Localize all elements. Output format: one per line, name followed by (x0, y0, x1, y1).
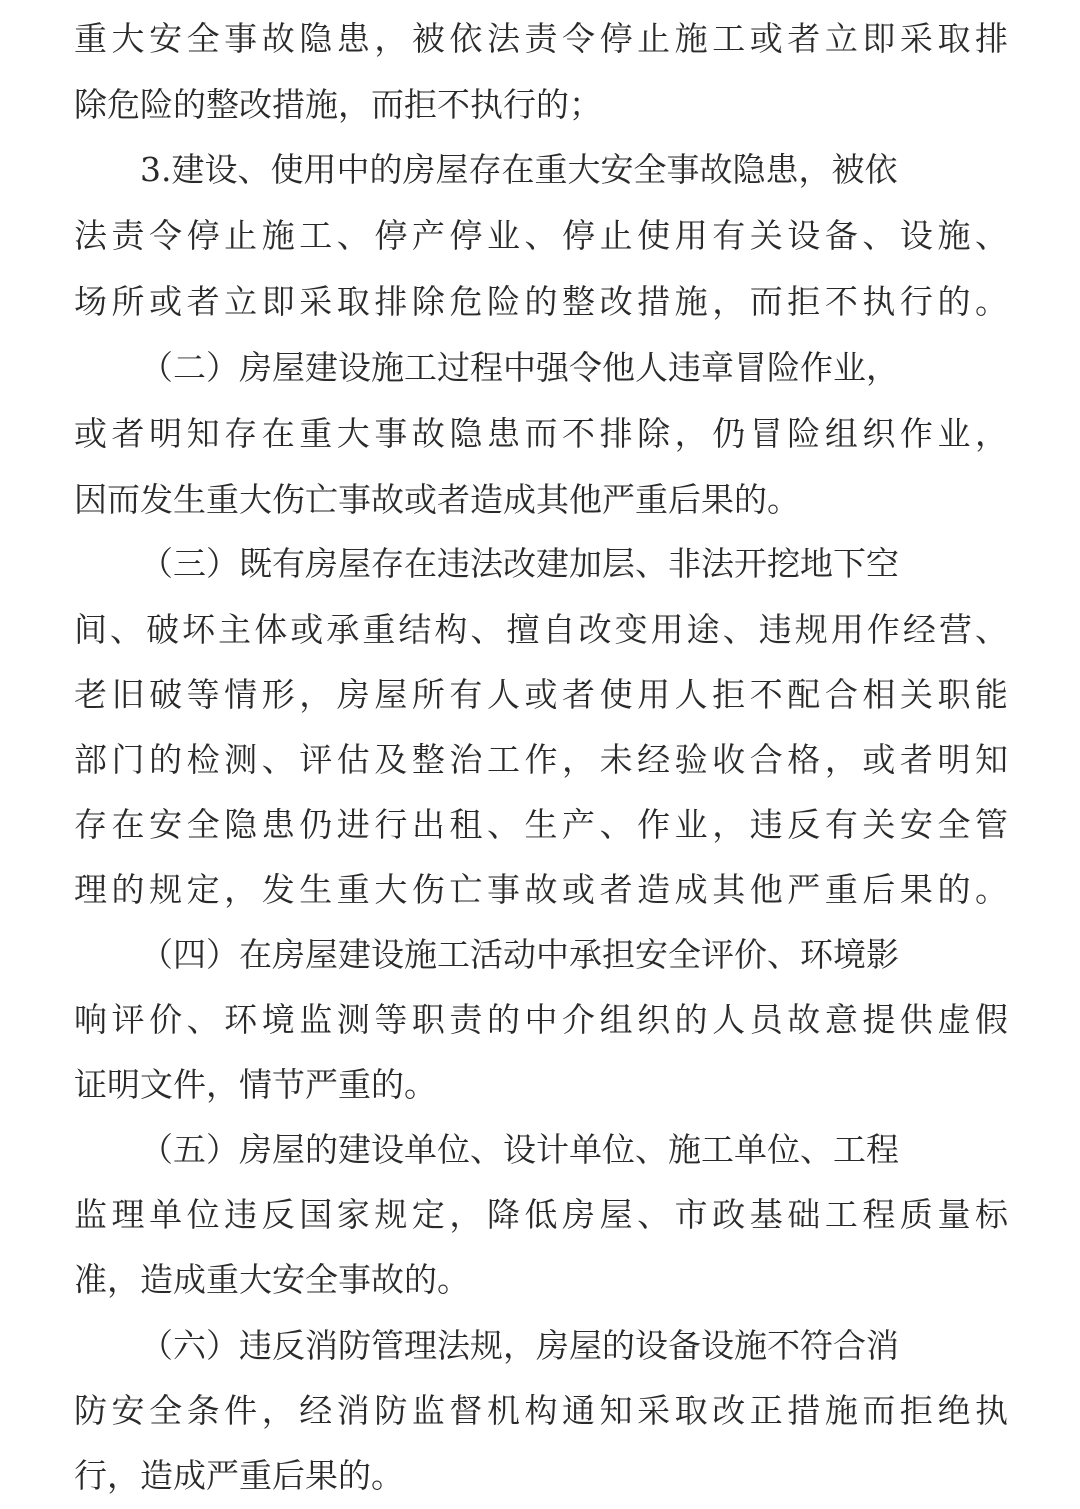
text-line-content: 场所或者立即采取排除危险的整改措施，而拒不执行的。 (74, 282, 1013, 321)
text-line (74, 401, 1013, 467)
text-line-content: （二）房屋建设施工过程中强令他人违章冒险作业， (140, 348, 899, 387)
text-line-content: 法责令停止施工、停产停业、停止使用有关设备、设施、 (74, 216, 1013, 255)
text-line (74, 987, 1013, 1053)
text-line (140, 922, 1076, 988)
text-line (74, 72, 1010, 138)
text-line-content: 证明文件，情节严重的。 (74, 1065, 437, 1104)
text-line (140, 137, 1076, 203)
text-line-content: （三）既有房屋存在违法改建加层、非法开挖地下空 (140, 544, 899, 583)
text-line-content: 行，造成严重后果的。 (74, 1456, 404, 1495)
text-line (74, 857, 1013, 923)
text-line (74, 792, 1013, 858)
text-line (74, 1182, 1013, 1248)
text-line (74, 1052, 1010, 1118)
text-line-content: 或者明知存在重大事故隐患而不排除，仍冒险组织作业， (74, 414, 1013, 453)
text-line-content: 准，造成重大安全事故的。 (74, 1260, 470, 1299)
text-line-content: 重大安全事故隐患，被依法责令停止施工或者立即采取排 (74, 19, 1013, 58)
text-line-content: （六）违反消防管理法规，房屋的设备设施不符合消 (140, 1326, 899, 1365)
text-line (74, 597, 1010, 663)
text-line (140, 1117, 1076, 1183)
text-line (74, 1247, 1010, 1313)
text-line-content: 3.建设、使用中的房屋存在重大安全事故隐患，被依 (140, 150, 898, 189)
text-line (74, 1443, 1010, 1509)
text-line-content: 间、破坏主体或承重结构、擅自改变用途、违规用作经营、 (74, 610, 1012, 649)
text-line-content: 理的规定，发生重大伤亡事故或者造成其他严重后果的。 (74, 870, 1013, 909)
text-line (74, 727, 1013, 793)
text-line-content: 响评价、环境监测等职责的中介组织的人员故意提供虚假 (74, 1000, 1013, 1039)
text-line-content: （四）在房屋建设施工活动中承担安全评价、环境影 (140, 935, 899, 974)
text-line (140, 531, 1076, 597)
text-line (74, 1378, 1013, 1444)
text-line (74, 662, 1013, 728)
text-line (140, 1313, 1076, 1379)
text-line-content: 因而发生重大伤亡事故或者造成其他严重后果的。 (74, 480, 800, 519)
text-line (74, 467, 1010, 533)
text-line-content: （五）房屋的建设单位、设计单位、施工单位、工程 (140, 1130, 899, 1169)
text-line-content: 监理单位违反国家规定，降低房屋、市政基础工程质量标 (74, 1195, 1013, 1234)
text-line (74, 203, 1013, 269)
text-line-content: 除危险的整改措施，而拒不执行的； (74, 85, 602, 124)
text-line (74, 6, 1013, 72)
text-line-content: 老旧破等情形，房屋所有人或者使用人拒不配合相关职能 (74, 675, 1013, 714)
text-line-content: 部门的检测、评估及整治工作，未经验收合格，或者明知 (74, 740, 1013, 779)
text-line-content: 防安全条件，经消防监督机构通知采取改正措施而拒绝执 (74, 1391, 1013, 1430)
text-line (140, 335, 1076, 401)
text-line (74, 269, 1013, 335)
text-line-content: 存在安全隐患仍进行出租、生产、作业，违反有关安全管 (74, 805, 1013, 844)
